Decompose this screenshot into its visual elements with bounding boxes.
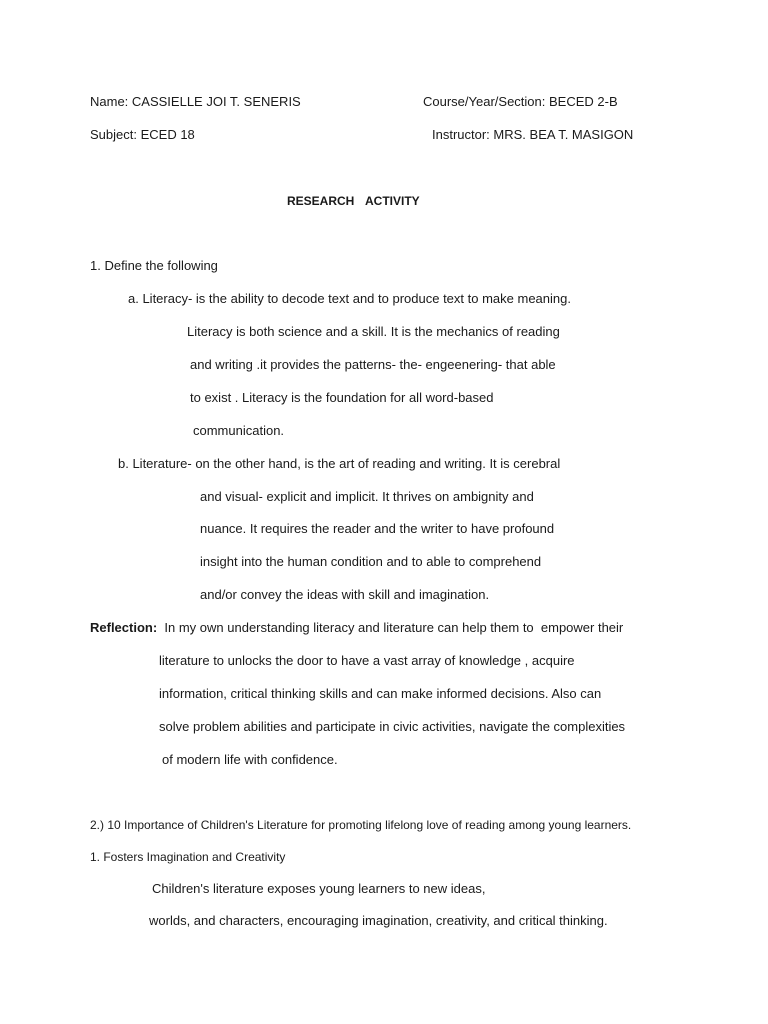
literature-line5: and/or convey the ideas with skill and imagination.	[200, 587, 490, 602]
literacy-line4: to exist . Literacy is the foundation for all word-based	[190, 390, 494, 405]
section2-item1-line1: Children's literature exposes young learners to new ideas,	[152, 881, 486, 896]
course-year-section: Course/Year/Section: BECED 2-B	[423, 94, 618, 109]
reflection-line3: information, critical thinking skills and can make informed decisions. Also can	[159, 686, 602, 701]
section2-heading: 2.) 10 Importance of Children's Literature for promoting lifelong love of reading among young learners.	[90, 818, 632, 832]
literature-line1: b. Literature- on the other hand, is the art of reading and writing. It is cerebral	[118, 456, 561, 471]
student-name: Name: CASSIELLE JOI T. SENERIS	[90, 94, 301, 109]
title-activity: ACTIVITY	[365, 194, 420, 208]
literacy-line5: communication.	[193, 423, 285, 438]
literature-line4: insight into the human condition and to able to comprehend	[200, 554, 542, 569]
instructor: Instructor: MRS. BEA T. MASIGON	[432, 127, 634, 142]
literacy-line3: and writing .it provides the patterns- the- engeenering- that able	[190, 357, 556, 372]
section1-heading: 1. Define the following	[90, 258, 218, 273]
reflection-line1	[90, 620, 623, 636]
reflection-line5: of modern life with confidence.	[162, 752, 338, 767]
literature-line3: nuance. It requires the reader and the writer to have profound	[200, 521, 555, 536]
literacy-line2: Literacy is both science and a skill. It is the mechanics of reading	[187, 324, 560, 339]
literacy-line1: a. Literacy- is the ability to decode text and to produce text to make meaning.	[128, 291, 571, 306]
reflection-line4: solve problem abilities and participate in civic activities, navigate the complexities	[159, 719, 626, 734]
reflection-text1: In my own understanding literacy and literature can help them to empower their	[157, 620, 624, 635]
literature-line2: and visual- explicit and implicit. It thrives on ambignity and	[200, 489, 534, 504]
section2-item1-line2: worlds, and characters, encouraging imagination, creativity, and critical thinking.	[149, 913, 608, 928]
title-research: RESEARCH	[287, 194, 355, 208]
subject: Subject: ECED 18	[90, 127, 195, 142]
reflection-line2: literature to unlocks the door to have a vast array of knowledge , acquire	[159, 653, 575, 668]
reflection-label: Reflection:	[90, 620, 158, 635]
section2-item1-title: 1. Fosters Imagination and Creativity	[90, 850, 286, 864]
